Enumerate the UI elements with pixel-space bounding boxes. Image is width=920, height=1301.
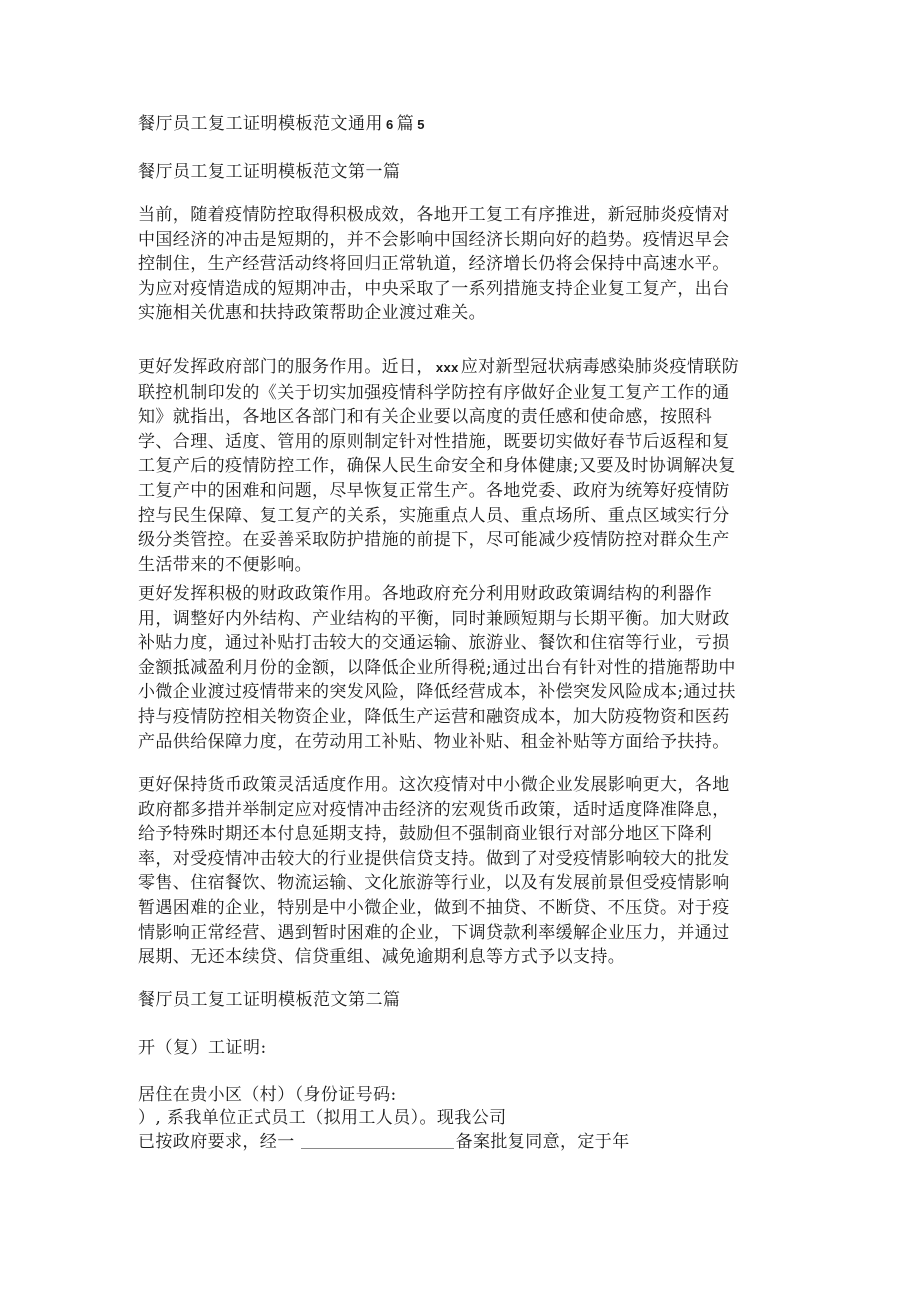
paragraph-line: 级分类管控。在妥善采取防护措施的前提下，尽可能减少疫情防控对群众生产 bbox=[138, 530, 730, 551]
paragraph-line: 政府都多措并举制定应对疫情冲击经济的宏观货币政策，适时适度降准降息， bbox=[138, 799, 730, 820]
paragraph-line: 工复产后的疫情防控工作，确保人民生命安全和身体健康;又要及时协调解决复 bbox=[138, 456, 736, 477]
document-title bbox=[138, 112, 428, 137]
paragraph-line: 实施相关优惠和扶持政策帮助企业渡过难关。 bbox=[138, 303, 486, 324]
document-title-count: 6 bbox=[386, 117, 394, 132]
certificate-line: 居住在贵小区（村）（身份证号码: bbox=[138, 1085, 397, 1105]
section-heading-2: 餐厅员工复工证明模板范文第二篇 bbox=[138, 990, 401, 1010]
paragraph-line: 率，对受疫情冲击较大的行业提供信贷支持。做到了对受疫情影响较大的批发 bbox=[138, 848, 730, 869]
certificate-body bbox=[138, 1084, 778, 1154]
paragraph-2 bbox=[138, 355, 778, 577]
paragraph-line: 学、合理、适度、管用的原则制定针对性措施，既要切实做好春节后返程和复 bbox=[138, 431, 730, 452]
paragraph-line: 产品供给保障力度，在劳动用工补贴、物业补贴、租金补贴等方面给予扶持。 bbox=[138, 731, 730, 752]
paragraph-3 bbox=[138, 582, 778, 754]
paragraph-line: 联控机制印发的《关于切实加强疫情科学防控有序做好企业复工复产工作的通 bbox=[138, 382, 730, 403]
paragraph-text: 更好发挥政府部门的服务作用。近日， bbox=[138, 357, 434, 377]
certificate-text: 已按政府要求，经一 bbox=[138, 1132, 295, 1152]
certificate-line: ）, 系我单位正式员工（拟用工人员）。现我公司 bbox=[138, 1108, 507, 1128]
paragraph-line: 中国经济的冲击是短期的，并不会影响中国经济长期向好的趋势。疫情迟早会 bbox=[138, 229, 730, 250]
paragraph-4 bbox=[138, 773, 778, 970]
paragraph-line: 更好发挥积极的财政政策作用。各地政府充分利用财政政策调结构的利器作 bbox=[138, 584, 713, 604]
paragraph-line: 工复产中的困难和问题，尽早恢复正常生产。各地党委、政府为统筹好疫情防 bbox=[138, 480, 730, 501]
document-title-prefix: 餐厅员工复工证明模板范文通用 bbox=[138, 114, 383, 134]
paragraph-line: 持与疫情防控相关物资企业，降低生产运营和融资成本，加大防疫物资和医药 bbox=[138, 706, 730, 727]
paragraph-line: 用，调整好内外结构、产业结构的平衡，同时兼顾短期与长期平衡。加大财政 bbox=[138, 608, 730, 629]
paragraph-line: 金额抵减盈利月份的金额，以降低企业所得税;通过出台有针对性的措施帮助中 bbox=[138, 657, 736, 678]
paragraph-text: 应对新型冠状病毒感染肺炎疫情联防 bbox=[460, 357, 740, 377]
paragraph-line: 当前，随着疫情防控取得积极成效，各地开工复工有序推进，新冠肺炎疫情对 bbox=[138, 205, 730, 225]
paragraph-line: 为应对疫情造成的短期冲击，中央采取了一系列措施支持企业复工复产，出台 bbox=[138, 278, 730, 299]
section-heading-1: 餐厅员工复工证明模板范文第一篇 bbox=[138, 162, 401, 182]
certificate-line bbox=[138, 1130, 778, 1154]
paragraph-1 bbox=[138, 203, 778, 326]
paragraph-line: 控制住，生产经营活动终将回归正常轨道，经济增长仍将会保持中高速水平。 bbox=[138, 254, 730, 275]
document-title-suffix: 5 bbox=[417, 117, 425, 132]
paragraph-line: 控与民生保障、复工复产的关系，实施重点人员、重点场所、重点区域实行分 bbox=[138, 505, 730, 526]
paragraph-line: 零售、住宿餐饮、物流运输、文化旅游等行业，以及有发展前景但受疫情影响 bbox=[138, 873, 730, 894]
paragraph-line: 更好保持货币政策灵活适度作用。这次疫情对中小微企业发展影响更大，各地 bbox=[138, 775, 730, 795]
paragraph-line: 情影响正常经营、遇到暂时困难的企业，下调贷款利率缓解企业压力，并通过 bbox=[138, 922, 730, 943]
paragraph-line: 给予特殊时期还本付息延期支持，鼓励但不强制商业银行对部分地区下降利 bbox=[138, 824, 713, 845]
approval-authority-blank[interactable] bbox=[301, 1130, 454, 1149]
certificate-title: 开（复）工证明: bbox=[138, 1038, 267, 1058]
paragraph-line: 知》就指出，各地区各部门和有关企业要以高度的责任感和使命感，按照科 bbox=[138, 407, 713, 428]
paragraph-line: 暂遇困难的企业，特别是中小微企业，做到不抽贷、不断贷、不压贷。对于疫 bbox=[138, 897, 730, 918]
paragraph-line bbox=[138, 355, 778, 381]
certificate-text: 备案批复同意，定于年 bbox=[455, 1132, 630, 1152]
paragraph-line: 生活带来的不便影响。 bbox=[138, 554, 312, 575]
redacted-entity: xxx bbox=[435, 360, 459, 375]
paragraph-line: 小微企业渡过疫情带来的突发风险，降低经营成本，补偿突发风险成本;通过扶 bbox=[138, 682, 736, 703]
paragraph-line: 展期、无还本续贷、信贷重组、减免逾期利息等方式予以支持。 bbox=[138, 947, 626, 968]
paragraph-line: 补贴力度，通过补贴打击较大的交通运输、旅游业、餐饮和住宿等行业，亏损 bbox=[138, 633, 730, 654]
document-title-measure: 篇 bbox=[396, 114, 415, 134]
